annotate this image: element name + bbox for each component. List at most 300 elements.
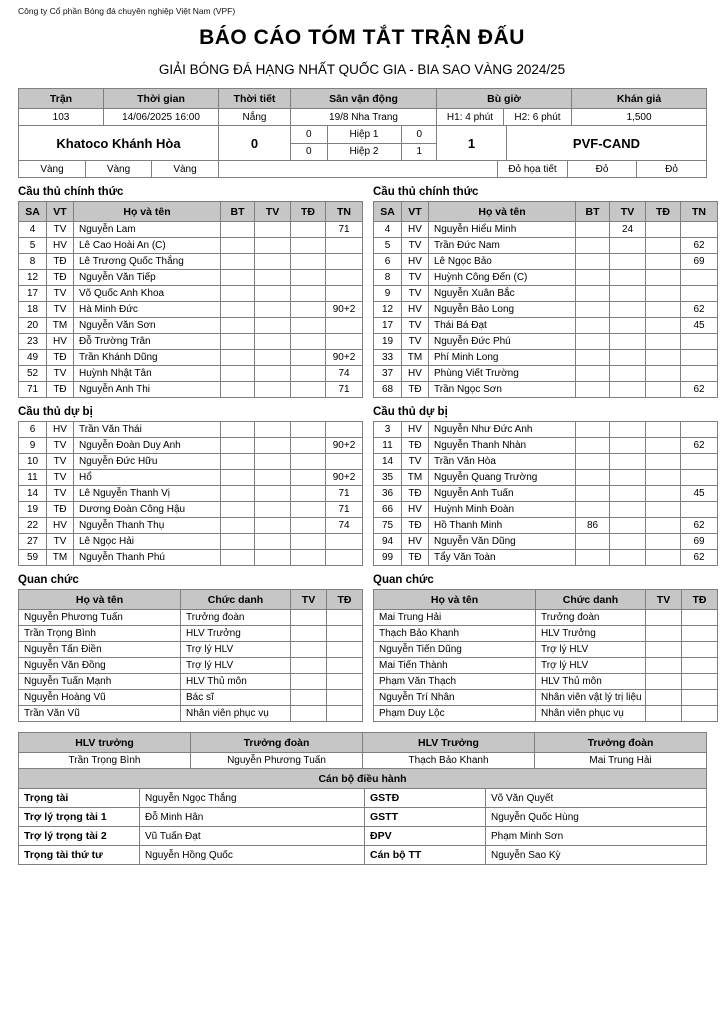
player-row: [374, 222, 718, 238]
cell: [221, 518, 255, 534]
official-row: [374, 642, 718, 658]
cell: Nguyễn Văn Đồng: [19, 658, 181, 674]
cell: HLV Trưởng: [536, 626, 646, 642]
cell: Huỳnh Nhật Tân: [74, 366, 221, 382]
cell: TV: [47, 222, 74, 238]
cell: [291, 642, 327, 658]
cell: [681, 270, 718, 286]
cell: 36: [374, 486, 402, 502]
player-row: [374, 270, 718, 286]
official-row: [19, 626, 363, 642]
cell: [646, 486, 681, 502]
cell: [326, 270, 363, 286]
player-row: [19, 550, 363, 566]
cell: 23: [19, 334, 47, 350]
cell: Trợ lý HLV: [536, 642, 646, 658]
cell: Võ Văn Quyết: [486, 789, 707, 808]
match-official-row: [19, 827, 707, 846]
player-row: [374, 470, 718, 486]
cell: 66: [374, 502, 402, 518]
cell: [610, 286, 646, 302]
player-row: [19, 350, 363, 366]
cell: [646, 502, 681, 518]
home-kit-socks: Vàng: [152, 161, 219, 178]
cell: 62: [681, 438, 718, 454]
away-kit-shirt: Đỏ họa tiết: [498, 161, 568, 178]
cell: [576, 550, 610, 566]
away-subs-label: Cầu thủ dự bị: [373, 406, 448, 418]
cell: Trần Văn Hòa: [429, 454, 576, 470]
cell: 74: [326, 518, 363, 534]
cell: 11: [374, 438, 402, 454]
col-header-tn: TN: [326, 202, 363, 222]
cell: [682, 690, 718, 706]
player-row: [19, 254, 363, 270]
cell: Nguyễn Hiểu Minh: [429, 222, 576, 238]
cell: [576, 502, 610, 518]
cell: [610, 438, 646, 454]
cell: Nguyễn Thanh Phú: [74, 550, 221, 566]
cell: [646, 642, 682, 658]
col-header-official-td: TĐ: [327, 590, 363, 610]
cell: [327, 690, 363, 706]
cell: Huỳnh Minh Đoàn: [429, 502, 576, 518]
home-kit-shorts: Vàng: [86, 161, 152, 178]
cell: [646, 254, 681, 270]
cell: [291, 674, 327, 690]
cell: [326, 422, 363, 438]
cell: 14: [374, 454, 402, 470]
player-row: [374, 454, 718, 470]
cell: [255, 366, 291, 382]
cell: Phùng Viết Trường: [429, 366, 576, 382]
col-header-name: Họ và tên: [74, 202, 221, 222]
cell: Hà Minh Đức: [74, 302, 221, 318]
cell: 19: [19, 502, 47, 518]
cell: [646, 238, 681, 254]
cell: [326, 334, 363, 350]
player-row: [19, 302, 363, 318]
player-row: [374, 286, 718, 302]
match-official-row: [19, 846, 707, 865]
cell: 49: [19, 350, 47, 366]
cell: 24: [610, 222, 646, 238]
cell: TĐ: [47, 382, 74, 398]
cell: 18: [19, 302, 47, 318]
cell: [576, 422, 610, 438]
cell: [610, 334, 646, 350]
cell: [291, 334, 326, 350]
officials-header-row: [19, 590, 363, 610]
cell: Thái Bá Đạt: [429, 318, 576, 334]
cell: Nguyễn Trí Nhân: [374, 690, 536, 706]
cell: [221, 222, 255, 238]
player-row: [374, 238, 718, 254]
official-row: [374, 674, 718, 690]
away-kit-socks: Đỏ: [637, 161, 707, 178]
cell: [646, 706, 682, 722]
col-header-vt: VT: [402, 202, 429, 222]
cell: Nguyễn Quang Trường: [429, 470, 576, 486]
cell: [326, 454, 363, 470]
cell: HV: [402, 366, 429, 382]
away-column: [373, 178, 718, 722]
cell: TV: [402, 286, 429, 302]
player-row: [19, 486, 363, 502]
player-row: [19, 334, 363, 350]
cell: TĐ: [47, 350, 74, 366]
cell: [326, 550, 363, 566]
cell: [291, 470, 326, 486]
cell: Nguyễn Văn Dũng: [429, 534, 576, 550]
cell: [327, 610, 363, 626]
half2-row: [291, 143, 437, 160]
cell: [221, 318, 255, 334]
cell: Nguyễn Văn Tiếp: [74, 270, 221, 286]
match-info-table: [18, 88, 707, 126]
halves-table: [291, 126, 437, 160]
away-officials-label: Quan chức: [373, 574, 434, 586]
cell: [646, 518, 681, 534]
cell: TV: [402, 238, 429, 254]
cell: [327, 674, 363, 690]
cell: [576, 238, 610, 254]
match-header-block: [18, 88, 706, 178]
cell: Nguyễn Anh Tuấn: [429, 486, 576, 502]
cell: TV: [47, 286, 74, 302]
cell: 86: [576, 518, 610, 534]
cell: [255, 470, 291, 486]
col-header-official-name: Họ và tên: [374, 590, 536, 610]
cell: TV: [47, 454, 74, 470]
cell: Trọng tài: [19, 789, 140, 808]
cell: Thạch Bảo Khanh: [374, 626, 536, 642]
cell: 14: [19, 486, 47, 502]
cell: [576, 254, 610, 270]
cell: Nguyễn Đức Phú: [429, 334, 576, 350]
cell: 62: [681, 550, 718, 566]
cell: [610, 454, 646, 470]
cell: [682, 626, 718, 642]
col-header-name: Họ và tên: [429, 202, 576, 222]
player-row: [19, 222, 363, 238]
officials-header-row: [374, 590, 718, 610]
cell: Nhân viên vật lý trị liệu: [536, 690, 646, 706]
cell: [221, 238, 255, 254]
col-header-td: TĐ: [646, 202, 681, 222]
player-row: [374, 422, 718, 438]
player-row: [374, 350, 718, 366]
official-row: [19, 610, 363, 626]
cell: Phạm Văn Thạch: [374, 674, 536, 690]
home-team-name: Khatoco Khánh Hòa: [19, 126, 219, 161]
player-row: [19, 366, 363, 382]
cell: 90+2: [326, 438, 363, 454]
cell: [646, 674, 682, 690]
cell: Trần Trọng Bình: [19, 626, 181, 642]
cell: Phí Minh Long: [429, 350, 576, 366]
player-row: [374, 518, 718, 534]
cell: 9: [19, 438, 47, 454]
cell: Đỗ Trường Trân: [74, 334, 221, 350]
leaders-value-row: [19, 753, 707, 769]
away-officials-table: [373, 589, 718, 722]
cell: [682, 658, 718, 674]
match-info-value-row: [19, 109, 707, 126]
half1-label: Hiệp 1: [327, 126, 401, 143]
cell: [221, 382, 255, 398]
cell: [221, 302, 255, 318]
cell: 33: [374, 350, 402, 366]
cell: GSTT: [365, 808, 486, 827]
official-row: [374, 706, 718, 722]
cell: [291, 610, 327, 626]
player-row: [374, 382, 718, 398]
cell: [646, 550, 681, 566]
col-header-stoppage: Bù giờ: [437, 89, 572, 109]
cell: HV: [47, 422, 74, 438]
cell: TV: [402, 454, 429, 470]
cell: [610, 518, 646, 534]
cell: Trưởng đoàn: [181, 610, 291, 626]
cell: [681, 470, 718, 486]
cell: HV: [402, 222, 429, 238]
cell: [682, 674, 718, 690]
player-row: [374, 502, 718, 518]
cell: TV: [47, 470, 74, 486]
cell: 68: [374, 382, 402, 398]
cell: 45: [681, 486, 718, 502]
player-row: [19, 518, 363, 534]
cell: [646, 534, 681, 550]
cell: [291, 486, 326, 502]
cell: Vũ Tuấn Đạt: [140, 827, 365, 846]
cell: TV: [402, 270, 429, 286]
player-row: [19, 534, 363, 550]
cell: 5: [374, 238, 402, 254]
cell: [646, 626, 682, 642]
page-title: BÁO CÁO TÓM TẮT TRẬN ĐẤU: [199, 26, 525, 49]
home-starting-label: Cầu thủ chính thức: [18, 186, 124, 198]
cell: Trợ lý trọng tài 2: [19, 827, 140, 846]
player-row: [19, 270, 363, 286]
cell: [576, 302, 610, 318]
col-header-weather: Thời tiết: [219, 89, 291, 109]
cell: [255, 438, 291, 454]
cell: [610, 486, 646, 502]
cell: [681, 286, 718, 302]
cell: 59: [19, 550, 47, 566]
cell: [576, 454, 610, 470]
col-header-official-role: Chức danh: [181, 590, 291, 610]
cell: Nguyễn Hoàng Vũ: [19, 690, 181, 706]
cell: Nguyễn Thanh Thụ: [74, 518, 221, 534]
cell: 62: [681, 238, 718, 254]
player-row: [374, 334, 718, 350]
cell: [255, 518, 291, 534]
cell: [221, 254, 255, 270]
cell: 4: [374, 222, 402, 238]
cell: [576, 534, 610, 550]
cell: Nguyễn Sao Kỳ: [486, 846, 707, 865]
player-row: [374, 486, 718, 502]
cell: [327, 658, 363, 674]
cell: TM: [402, 350, 429, 366]
cell: Nguyễn Hồng Quốc: [140, 846, 365, 865]
half2-home: 0: [291, 143, 327, 160]
match-datetime: 14/06/2025 16:00: [104, 109, 219, 126]
cell: Lê Nguyễn Thanh Vị: [74, 486, 221, 502]
away-team-name: PVF-CAND: [507, 126, 707, 161]
away-subs-table: [373, 421, 718, 566]
cell: Nguyễn Anh Thi: [74, 382, 221, 398]
cell: 17: [19, 286, 47, 302]
half2-label: Hiệp 2: [327, 143, 401, 160]
official-row: [374, 690, 718, 706]
away-starting-table: [373, 201, 718, 398]
col-header-sa: SA: [19, 202, 47, 222]
cell: Phạm Duy Lộc: [374, 706, 536, 722]
match-officials-title: Cán bộ điều hành: [19, 769, 707, 789]
cell: Nguyễn Tấn Điền: [19, 642, 181, 658]
cell: [646, 286, 681, 302]
col-header-attendance: Khán giả: [572, 89, 707, 109]
cell: [255, 422, 291, 438]
cell: 11: [19, 470, 47, 486]
player-row: [19, 286, 363, 302]
cell: Nguyễn Đoàn Duy Anh: [74, 438, 221, 454]
player-row: [374, 318, 718, 334]
cell: TV: [47, 366, 74, 382]
half1-home: 0: [291, 126, 327, 143]
cell: [291, 690, 327, 706]
cell: 69: [681, 534, 718, 550]
cell: [291, 626, 327, 642]
cell: Đỗ Minh Hân: [140, 808, 365, 827]
cell: Nguyễn Thanh Nhàn: [429, 438, 576, 454]
cell: 6: [19, 422, 47, 438]
cell: [255, 350, 291, 366]
cell: Nhân viên phục vụ: [181, 706, 291, 722]
cell: 12: [374, 302, 402, 318]
cell: [291, 366, 326, 382]
cell: [255, 454, 291, 470]
away-kit-shorts: Đỏ: [568, 161, 637, 178]
cell: [576, 470, 610, 486]
cell: 5: [19, 238, 47, 254]
col-header-bt: BT: [221, 202, 255, 222]
cell: Trần Văn Vũ: [19, 706, 181, 722]
cell: Dương Đoàn Công Hậu: [74, 502, 221, 518]
cell: HLV Thủ môn: [181, 674, 291, 690]
cell: TĐ: [402, 382, 429, 398]
cell: 10: [19, 454, 47, 470]
cell: [221, 350, 255, 366]
cell: [646, 610, 682, 626]
official-row: [374, 610, 718, 626]
col-header-official-role: Chức danh: [536, 590, 646, 610]
cell: Trợ lý trọng tài 1: [19, 808, 140, 827]
cell: Trần Khánh Dũng: [74, 350, 221, 366]
cell: [610, 422, 646, 438]
player-row: [19, 438, 363, 454]
home-officials-label: Quan chức: [18, 574, 79, 586]
cell: Nguyễn Quốc Hùng: [486, 808, 707, 827]
cell: [646, 366, 681, 382]
player-row: [374, 550, 718, 566]
cell: Lê Trương Quốc Thắng: [74, 254, 221, 270]
cell: Trợ lý HLV: [181, 642, 291, 658]
cell: [682, 610, 718, 626]
home-column: [18, 178, 363, 722]
cell: [291, 502, 326, 518]
cell: TĐ: [47, 502, 74, 518]
stoppage-h2: H2: 6 phút: [504, 109, 572, 126]
cell: [681, 366, 718, 382]
cell: [576, 270, 610, 286]
official-row: [19, 642, 363, 658]
organization-line: Công ty Cổ phần Bóng đá chuyên nghiệp Việt Nam (VPF): [18, 6, 236, 16]
cell: 71: [326, 502, 363, 518]
cell: [291, 382, 326, 398]
cell: [255, 318, 291, 334]
cell: [681, 454, 718, 470]
cell: [291, 550, 326, 566]
cell: [291, 658, 327, 674]
cell: Nguyễn Lam: [74, 222, 221, 238]
cell: Trần Văn Thái: [74, 422, 221, 438]
cell: HV: [402, 302, 429, 318]
cell: TV: [47, 486, 74, 502]
cell: [291, 270, 326, 286]
cell: [291, 254, 326, 270]
cell: [326, 318, 363, 334]
cell: 94: [374, 534, 402, 550]
cell: Lê Ngọc Bảo: [429, 254, 576, 270]
cell: [255, 254, 291, 270]
cell: 45: [681, 318, 718, 334]
cell: 8: [374, 270, 402, 286]
cell: [255, 270, 291, 286]
cell: [255, 302, 291, 318]
cell: [255, 222, 291, 238]
home-leader-name: Nguyễn Phương Tuấn: [191, 753, 363, 769]
match-info-header-row: [19, 89, 707, 109]
cell: Nguyễn Bảo Long: [429, 302, 576, 318]
official-row: [19, 706, 363, 722]
cell: TĐ: [402, 486, 429, 502]
cell: [576, 334, 610, 350]
cell: HV: [47, 238, 74, 254]
cell: 6: [374, 254, 402, 270]
cell: Nguyễn Tuấn Mạnh: [19, 674, 181, 690]
cell: [291, 422, 326, 438]
lineups-grid: [18, 178, 706, 722]
cell: [646, 658, 682, 674]
cell: 3: [374, 422, 402, 438]
cell: HV: [402, 422, 429, 438]
cell: 22: [19, 518, 47, 534]
cell: Bác sĩ: [181, 690, 291, 706]
cell: Nguyễn Văn Sơn: [74, 318, 221, 334]
cell: [327, 626, 363, 642]
cell: Lê Ngọc Hải: [74, 534, 221, 550]
cell: Mai Trung Hải: [374, 610, 536, 626]
cell: TM: [402, 470, 429, 486]
cell: 4: [19, 222, 47, 238]
cell: 19: [374, 334, 402, 350]
cell: [646, 438, 681, 454]
